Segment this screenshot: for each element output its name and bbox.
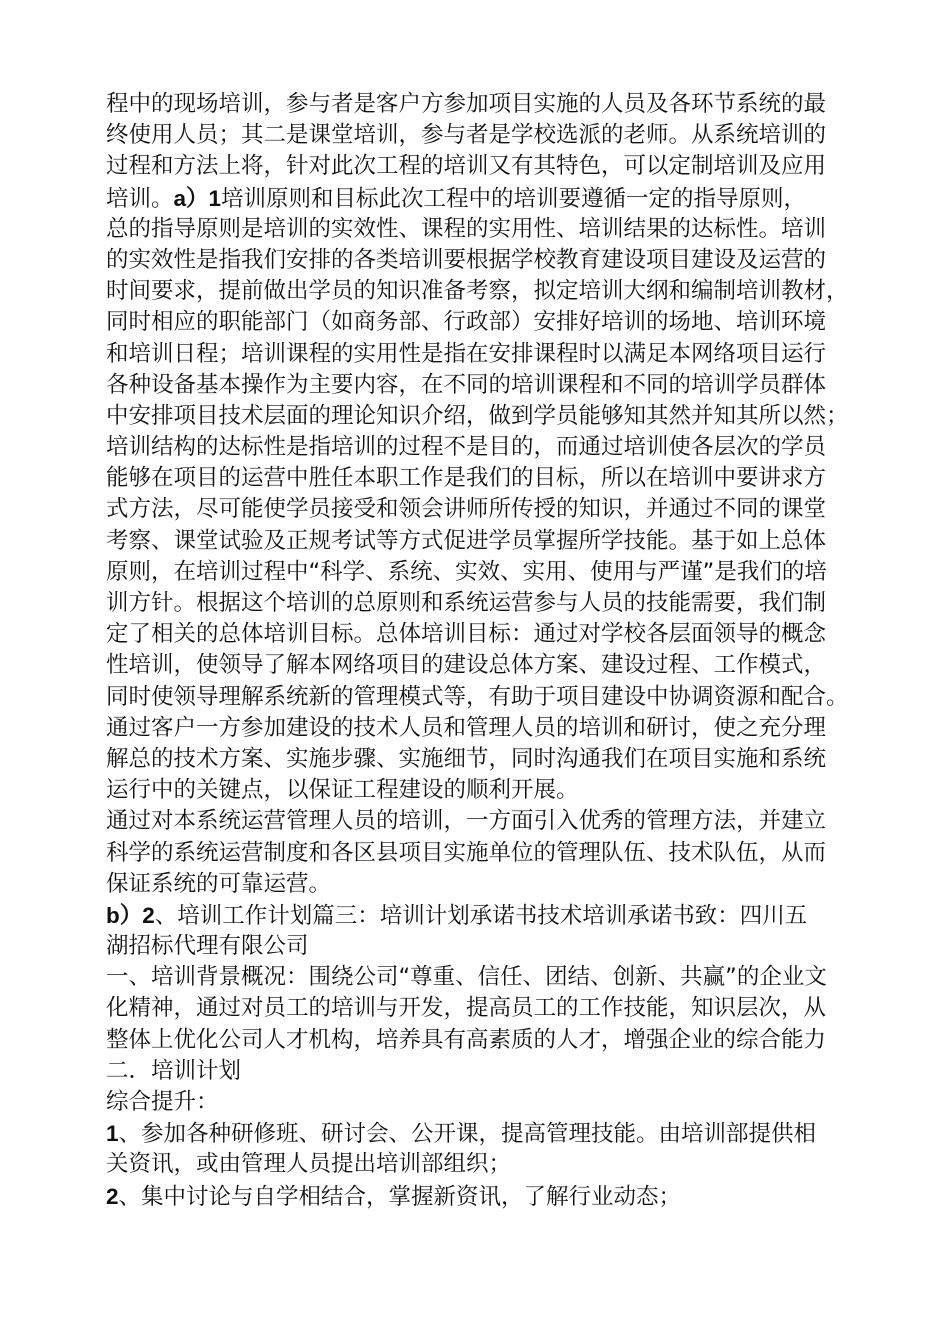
text-segment: 、参加各种研修班、研讨会、公开课，提高管理技能。由培训部提供相	[118, 1121, 817, 1148]
text-line: 程中的现场培训，参与者是客户方参加项目实施的人员及各环节系统的最	[106, 91, 827, 117]
text-line: 保证系统的可靠运营。	[106, 870, 332, 897]
text-line: 综合提升：	[106, 1089, 219, 1115]
text-line: 定了相关的总体培训目标。总体培训目标：通过对学校各层面领导的概念	[106, 621, 827, 648]
text-line: 终使用人员；其二是课堂培训，参与者是学校选派的老师。从系统培训的	[106, 122, 827, 149]
text-segment: 培训。	[106, 185, 174, 212]
text-line: 原则，在培训过程中“科学、系统、实效、实用、使用与严谨”是我们的培	[106, 558, 827, 585]
text-line: 性培训，使领导了解本网络项目的建设总体方案、建设过程、工作模式，	[106, 652, 827, 679]
text-line: 中安排项目技术层面的理论知识介绍，做到学员能够知其然并知其所以然；	[106, 402, 849, 429]
text-line: 各种设备基本操作为主要内容，在不同的培训课程和不同的培训学员群体	[106, 371, 827, 398]
document-body	[106, 89, 866, 1212]
section-marker-a: a）1	[173, 185, 222, 211]
text-line: 解总的技术方案、实施步骤、实施细节，同时沟通我们在项目实施和系统	[106, 745, 827, 772]
text-line: 二．培训计划	[106, 1057, 242, 1084]
text-line: 培训结构的达标性是指培训的过程不是目的，而通过培训使各层次的学员	[106, 434, 827, 461]
text-line: 能够在项目的运营中胜任本职工作是我们的目标，所以在培训中要讲求方	[106, 465, 827, 492]
text-line-section-b	[106, 900, 866, 931]
text-line: 通过客户一方参加建设的技术人员和管理人员的培训和研讨，使之充分理	[106, 714, 827, 741]
text-line: 时间要求，提前做出学员的知识准备考察，拟定培训大纲和编制培训教材，	[106, 278, 849, 305]
text-line: 运行中的关键点，以保证工程建设的顺利开展。	[106, 777, 579, 804]
list-marker: 2	[106, 1183, 119, 1209]
text-line: 关资讯，或由管理人员提出培训部组织；	[106, 1151, 512, 1178]
text-line: 化精神，通过对员工的培训与开发，提高员工的工作技能，知识层次，从	[106, 995, 827, 1022]
text-line: 考察、课堂试验及正规考试等方式促进学员掌握所学技能。基于如上总体	[106, 527, 827, 554]
text-line: 式方法，尽可能使学员接受和领会讲师所传授的知识，并通过不同的课堂	[106, 496, 827, 523]
text-line: 整体上优化公司人才机构，培养具有高素质的人才，增强企业的综合能力	[106, 1026, 827, 1053]
text-line: 科学的系统运营制度和各区县项目实施单位的管理队伍、技术队伍，从而	[106, 839, 827, 866]
text-line: 总的指导原则是培训的实效性、课程的实用性、培训结果的达标性。培训	[106, 215, 827, 242]
text-segment: 培训原则和目标此次工程中的培训要遵循一定的指导原则，	[221, 185, 807, 212]
text-line: 训方针。根据这个培训的总原则和系统运营参与人员的技能需要，我们制	[106, 590, 827, 616]
text-segment: 、集中讨论与自学相结合，掌握新资讯，了解行业动态；	[118, 1183, 682, 1210]
text-line: 和培训日程；培训课程的实用性是指在安排课程时以满足本网络项目运行	[106, 340, 827, 367]
list-marker: 1	[106, 1121, 119, 1147]
text-line: 同时使领导理解系统新的管理模式等，有助于项目建设中协调资源和配合。	[106, 683, 849, 710]
text-line: 一、培训背景概况：围绕公司“尊重、信任、团结、创新、共赢”的企业文	[106, 964, 827, 991]
list-item-1	[106, 1118, 866, 1149]
text-line: 过程和方法上将，针对此次工程的培训又有其特色，可以定制培训及应用	[106, 153, 827, 180]
text-line: 同时相应的职能部门（如商务部、行政部）安排好培训的场地、培训环境	[106, 309, 827, 336]
text-line-section-a	[106, 183, 866, 214]
text-line: 的实效性是指我们安排的各类培训要根据学校教育建设项目建设及运营的	[106, 246, 827, 273]
text-line: 湖招标代理有限公司	[106, 933, 309, 960]
text-line: 通过对本系统运营管理人员的培训，一方面引入优秀的管理方法，并建立	[106, 808, 827, 835]
section-marker-b: b）2	[106, 902, 155, 928]
list-item-2	[106, 1181, 866, 1212]
text-segment: 、培训工作计划篇三：培训计划承诺书技术培训承诺书致：四川五	[154, 902, 808, 929]
